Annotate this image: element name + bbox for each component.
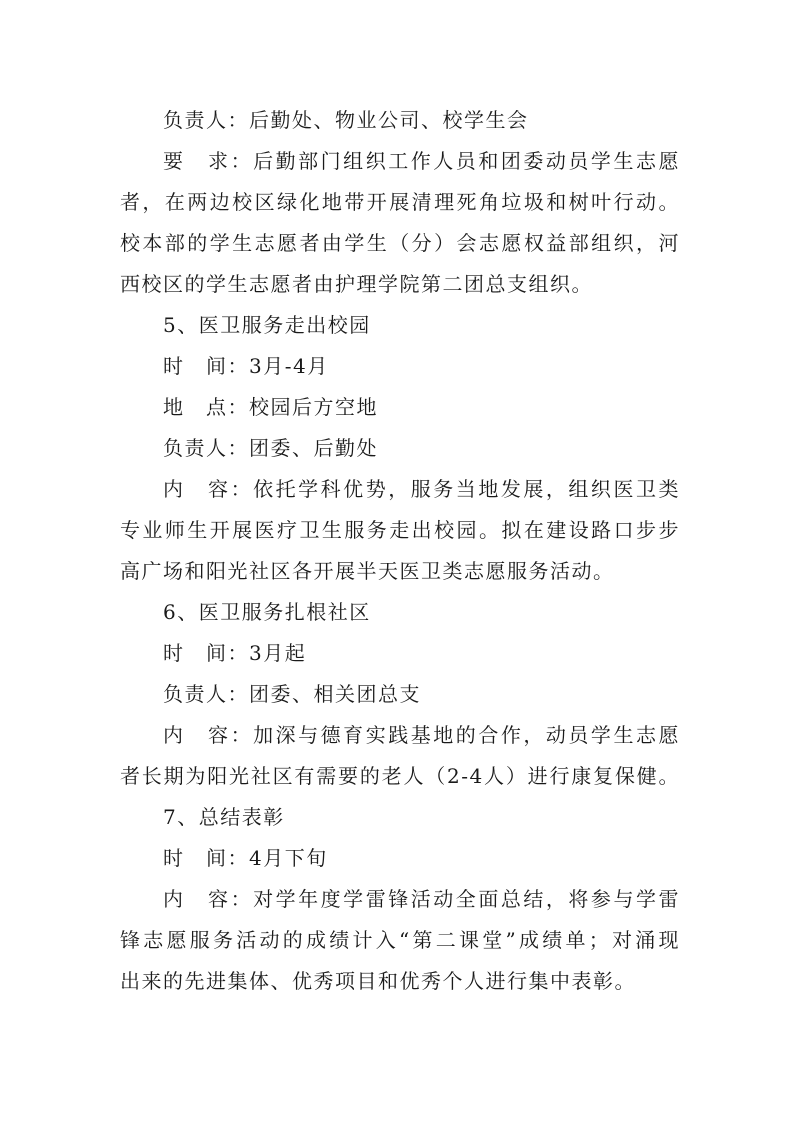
- section-5-heading: 5、医卫服务走出校园: [163, 313, 371, 337]
- section-6-content-1: 内 容：加深与德育实践基地的合作，动员学生志愿: [163, 723, 680, 747]
- section-5-time: 时 间：3月-4月: [163, 354, 329, 378]
- section-5-content-3: 高广场和阳光社区各开展半天医卫类志愿服务活动。: [120, 559, 615, 583]
- section-6-content-2: 者长期为阳光社区有需要的老人（2-4人）进行康复保健。: [120, 764, 680, 788]
- section-7-heading: 7、总结表彰: [163, 805, 285, 829]
- section-5-location: 地 点：校园后方空地: [163, 395, 378, 419]
- section-7-content-2: 锋志愿服务活动的成绩计入“第二课堂”成绩单；对涌现: [120, 928, 680, 952]
- section-5-responsible: 负责人：团委、后勤处: [163, 436, 378, 460]
- requirement-line-2: 者，在两边校区绿化地带开展清理死角垃圾和树叶行动。: [120, 190, 680, 214]
- section-5-content-1: 内 容：依托学科优势，服务当地发展，组织医卫类: [163, 477, 680, 501]
- requirement-line-3: 校本部的学生志愿者由学生（分）会志愿权益部组织，河: [120, 231, 680, 255]
- section-7-time: 时 间：4月下旬: [163, 846, 328, 870]
- section-7-content-1: 内 容：对学年度学雷锋活动全面总结，将参与学雷: [163, 887, 680, 911]
- requirement-line-1: 要 求：后勤部门组织工作人员和团委动员学生志愿: [163, 149, 680, 173]
- section-6-heading: 6、医卫服务扎根社区: [163, 600, 371, 624]
- requirement-line-4: 西校区的学生志愿者由护理学院第二团总支组织。: [120, 272, 593, 296]
- section-7-content-3: 出来的先进集体、优秀项目和优秀个人进行集中表彰。: [120, 969, 636, 993]
- responsible-line-1: 负责人：后勤处、物业公司、校学生会: [163, 108, 529, 132]
- section-6-time: 时 间：3月起: [163, 641, 307, 665]
- section-6-responsible: 负责人：团委、相关团总支: [163, 682, 421, 706]
- section-5-content-2: 专业师生开展医疗卫生服务走出校园。拟在建设路口步步: [120, 518, 680, 542]
